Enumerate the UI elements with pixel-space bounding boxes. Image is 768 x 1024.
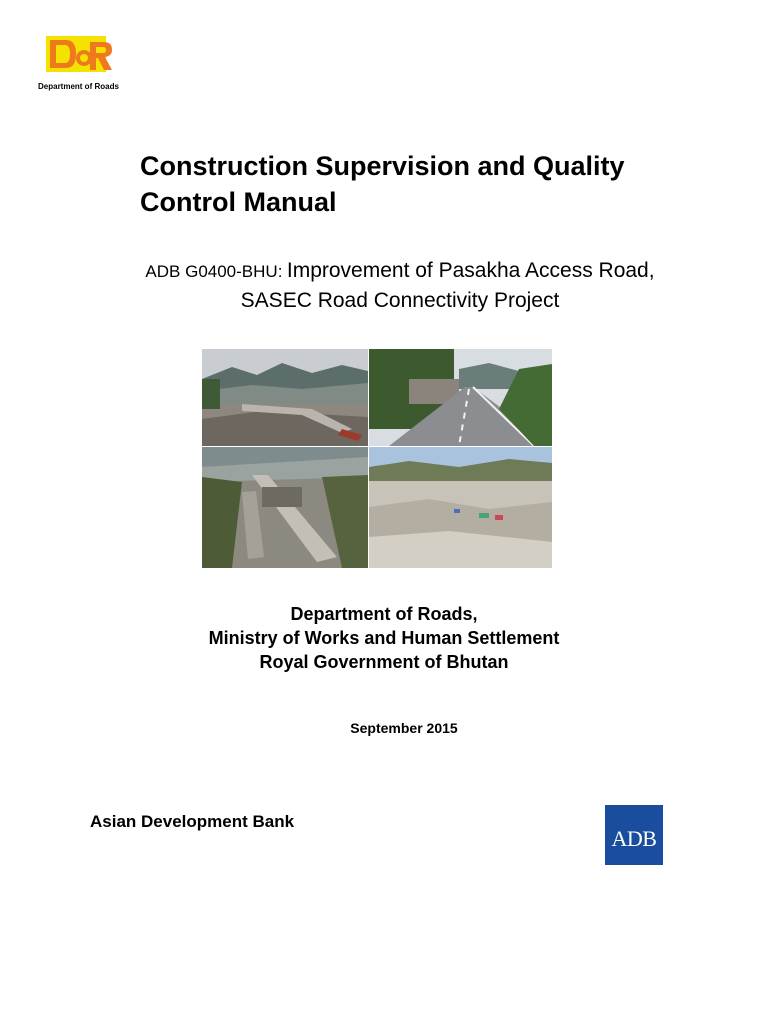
photo-rocky-riverbed	[369, 447, 552, 568]
department-line-2: Ministry of Works and Human Settlement	[208, 628, 560, 648]
logo-caption: Department of Roads	[38, 82, 119, 91]
project-name-line-2: SASEC Road Connectivity Project	[240, 289, 560, 312]
photo-bridge-aerial	[202, 447, 368, 568]
photo-bridge-riverbed	[202, 349, 368, 446]
photo-paved-road	[369, 349, 552, 446]
project-code: ADB G0400-BHU:	[145, 262, 283, 281]
adb-logo-icon	[605, 805, 663, 865]
document-title	[140, 148, 730, 220]
title-line-2: Control Manual	[140, 187, 337, 217]
title-line-1: Construction Supervision and Quality	[140, 151, 625, 181]
publication-date: September 2015	[350, 720, 458, 736]
department-line-1: Department of Roads,	[290, 604, 478, 624]
photo-collage	[202, 349, 552, 568]
bank-name: Asian Development Bank	[90, 812, 295, 831]
project-name-line-1: Improvement of Pasakha Access Road,	[286, 259, 655, 282]
project-subtitle	[0, 257, 768, 315]
department-block	[0, 602, 768, 674]
adb-logo-text: ADB	[611, 826, 657, 851]
department-line-3: Royal Government of Bhutan	[259, 652, 509, 672]
